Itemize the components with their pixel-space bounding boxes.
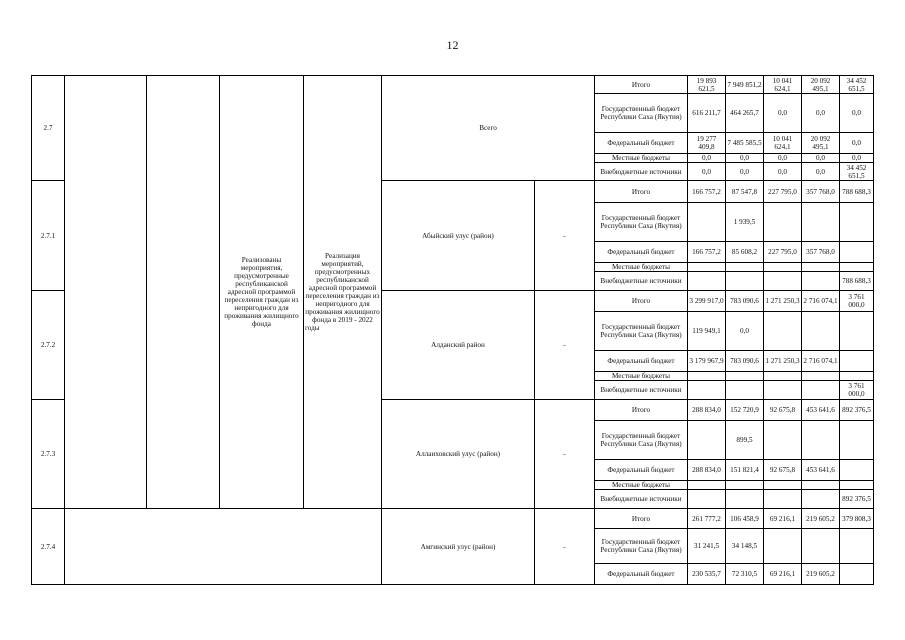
value-cell: 85 608,2 bbox=[726, 242, 764, 263]
value-cell: 616 211,7 bbox=[688, 94, 726, 133]
value-cell bbox=[764, 372, 802, 381]
dash-cell: - bbox=[535, 181, 595, 291]
value-cell: 72 310,5 bbox=[726, 564, 764, 585]
table-row bbox=[32, 509, 874, 529]
funding-source: Местные бюджеты bbox=[595, 372, 688, 381]
value-cell: 152 720,9 bbox=[726, 400, 764, 421]
value-cell: 119 949,1 bbox=[688, 312, 726, 351]
value-cell: 7 485 585,5 bbox=[726, 133, 764, 154]
funding-source: Внебюджетные источники bbox=[595, 490, 688, 509]
funding-source: Местные бюджеты bbox=[595, 154, 688, 163]
value-cell: 1 271 250,3 bbox=[764, 291, 802, 312]
value-cell: 151 821,4 bbox=[726, 460, 764, 481]
value-cell bbox=[802, 529, 840, 564]
budget-table bbox=[31, 75, 874, 585]
funding-source: Итого bbox=[595, 400, 688, 421]
value-cell: 227 795,0 bbox=[764, 242, 802, 263]
funding-source: Федеральный бюджет bbox=[595, 242, 688, 263]
value-cell bbox=[802, 421, 840, 460]
value-cell bbox=[840, 372, 874, 381]
value-cell bbox=[802, 372, 840, 381]
value-cell bbox=[840, 312, 874, 351]
funding-source: Государственный бюджет Республики Саха (Якутия) bbox=[595, 203, 688, 242]
value-cell: 379 808,3 bbox=[840, 509, 874, 529]
value-cell bbox=[764, 481, 802, 490]
value-cell: 892 376,5 bbox=[840, 490, 874, 509]
empty-cell bbox=[147, 76, 220, 509]
value-cell: 288 834,0 bbox=[688, 460, 726, 481]
value-cell: 783 090,6 bbox=[726, 291, 764, 312]
territory-name: Абыйский улус (район) bbox=[382, 181, 535, 291]
section-code: 2.7.1 bbox=[32, 181, 65, 291]
value-cell: 453 641,6 bbox=[802, 460, 840, 481]
value-cell: 0,0 bbox=[802, 154, 840, 163]
value-cell bbox=[688, 272, 726, 291]
value-cell bbox=[688, 381, 726, 400]
value-cell bbox=[688, 263, 726, 272]
value-cell bbox=[840, 203, 874, 242]
value-cell bbox=[726, 481, 764, 490]
funding-source: Государственный бюджет Республики Саха (Якутия) bbox=[595, 94, 688, 133]
funding-source: Внебюджетные источники bbox=[595, 381, 688, 400]
value-cell: 34 148,5 bbox=[726, 529, 764, 564]
value-cell: 20 092 495,1 bbox=[802, 76, 840, 94]
funding-source: Итого bbox=[595, 291, 688, 312]
value-cell: 2 716 074,1 bbox=[802, 351, 840, 372]
value-cell: 69 216,1 bbox=[764, 509, 802, 529]
value-cell: 31 241,5 bbox=[688, 529, 726, 564]
value-cell: 0,0 bbox=[688, 163, 726, 181]
funding-source: Федеральный бюджет bbox=[595, 351, 688, 372]
territory-name: Всего bbox=[382, 76, 595, 181]
value-cell bbox=[688, 203, 726, 242]
value-cell: 166 757,2 bbox=[688, 181, 726, 203]
territory-name: Алданский район bbox=[382, 291, 535, 400]
value-cell bbox=[726, 272, 764, 291]
value-cell bbox=[802, 490, 840, 509]
funding-source: Внебюджетные источники bbox=[595, 163, 688, 181]
value-cell bbox=[840, 242, 874, 263]
value-cell bbox=[802, 312, 840, 351]
funding-source: Итого bbox=[595, 181, 688, 203]
measure-description-cell: Реализация мероприятий, предусмотренных республиканской адресной программой переселения граждан из непригодного для проживания жилищного фонда в 2019 - 2022 годы bbox=[304, 76, 382, 509]
value-cell: 0,0 bbox=[764, 94, 802, 133]
section-code: 2.7.3 bbox=[32, 400, 65, 509]
value-cell: 899,5 bbox=[726, 421, 764, 460]
value-cell: 357 768,0 bbox=[802, 242, 840, 263]
value-cell: 0,0 bbox=[726, 312, 764, 351]
dash-cell: - bbox=[535, 509, 595, 585]
funding-source: Итого bbox=[595, 509, 688, 529]
value-cell: 453 641,6 bbox=[802, 400, 840, 421]
value-cell: 261 777,2 bbox=[688, 509, 726, 529]
section-code: 2.7 bbox=[32, 76, 65, 181]
value-cell bbox=[840, 529, 874, 564]
dash-cell: - bbox=[535, 291, 595, 400]
value-cell: 788 688,3 bbox=[840, 181, 874, 203]
value-cell bbox=[802, 481, 840, 490]
value-cell: 0,0 bbox=[688, 154, 726, 163]
value-cell: 788 688,3 bbox=[840, 272, 874, 291]
table-row bbox=[32, 76, 874, 94]
value-cell: 3 761 000,0 bbox=[840, 291, 874, 312]
value-cell: 166 757,2 bbox=[688, 242, 726, 263]
value-cell bbox=[764, 263, 802, 272]
value-cell bbox=[840, 263, 874, 272]
empty-cell bbox=[65, 76, 147, 509]
value-cell bbox=[688, 421, 726, 460]
dash-cell: - bbox=[535, 400, 595, 509]
value-cell: 0,0 bbox=[802, 94, 840, 133]
value-cell: 892 376,5 bbox=[840, 400, 874, 421]
value-cell bbox=[802, 381, 840, 400]
value-cell: 19 277 409,8 bbox=[688, 133, 726, 154]
value-cell bbox=[764, 529, 802, 564]
value-cell bbox=[840, 481, 874, 490]
value-cell: 0,0 bbox=[840, 154, 874, 163]
value-cell: 219 605,2 bbox=[802, 564, 840, 585]
value-cell bbox=[840, 460, 874, 481]
value-cell: 219 605,2 bbox=[802, 509, 840, 529]
value-cell bbox=[764, 421, 802, 460]
value-cell: 0,0 bbox=[726, 163, 764, 181]
value-cell bbox=[840, 351, 874, 372]
value-cell bbox=[802, 272, 840, 291]
value-cell: 10 041 624,1 bbox=[764, 133, 802, 154]
value-cell bbox=[726, 381, 764, 400]
value-cell: 87 547,8 bbox=[726, 181, 764, 203]
funding-source: Федеральный бюджет bbox=[595, 133, 688, 154]
funding-source: Государственный бюджет Республики Саха (Якутия) bbox=[595, 312, 688, 351]
value-cell: 0,0 bbox=[840, 133, 874, 154]
value-cell: 1 271 250,3 bbox=[764, 351, 802, 372]
value-cell: 0,0 bbox=[726, 154, 764, 163]
value-cell bbox=[764, 312, 802, 351]
territory-name: Аллаиховский улус (район) bbox=[382, 400, 535, 509]
value-cell: 10 041 624,1 bbox=[764, 76, 802, 94]
value-cell bbox=[764, 490, 802, 509]
value-cell bbox=[840, 421, 874, 460]
value-cell: 34 452 651,5 bbox=[840, 76, 874, 94]
value-cell: 2 716 074,1 bbox=[802, 291, 840, 312]
value-cell: 34 452 651,5 bbox=[840, 163, 874, 181]
value-cell bbox=[764, 381, 802, 400]
value-cell: 783 090,6 bbox=[726, 351, 764, 372]
value-cell bbox=[802, 203, 840, 242]
value-cell: 464 265,7 bbox=[726, 94, 764, 133]
value-cell bbox=[726, 490, 764, 509]
funding-source: Итого bbox=[595, 76, 688, 94]
value-cell bbox=[726, 372, 764, 381]
value-cell: 106 458,9 bbox=[726, 509, 764, 529]
section-code: 2.7.2 bbox=[32, 291, 65, 400]
value-cell: 357 768,0 bbox=[802, 181, 840, 203]
value-cell: 92 675,8 bbox=[764, 460, 802, 481]
territory-name: Амгинский улус (район) bbox=[382, 509, 535, 585]
value-cell: 0,0 bbox=[764, 154, 802, 163]
funding-source: Местные бюджеты bbox=[595, 263, 688, 272]
value-cell: 288 834,0 bbox=[688, 400, 726, 421]
value-cell: 19 893 621,5 bbox=[688, 76, 726, 94]
value-cell bbox=[802, 263, 840, 272]
value-cell bbox=[726, 263, 764, 272]
funding-source: Федеральный бюджет bbox=[595, 460, 688, 481]
value-cell: 3 179 967,9 bbox=[688, 351, 726, 372]
value-cell bbox=[764, 272, 802, 291]
value-cell bbox=[764, 203, 802, 242]
value-cell: 20 092 495,1 bbox=[802, 133, 840, 154]
value-cell: 7 949 851,2 bbox=[726, 76, 764, 94]
value-cell: 0,0 bbox=[840, 94, 874, 133]
funding-source: Государственный бюджет Республики Саха (Якутия) bbox=[595, 421, 688, 460]
empty-cell bbox=[65, 509, 382, 585]
value-cell: 0,0 bbox=[764, 163, 802, 181]
value-cell: 69 216,1 bbox=[764, 564, 802, 585]
value-cell bbox=[688, 481, 726, 490]
section-code: 2.7.4 bbox=[32, 509, 65, 585]
value-cell: 1 939,5 bbox=[726, 203, 764, 242]
value-cell bbox=[688, 490, 726, 509]
funding-source: Федеральный бюджет bbox=[595, 564, 688, 585]
measure-result-cell: Реализованы мероприятия, предусмотренные республиканской адресной программой переселения граждан из непригодного для проживания жилищного фонда bbox=[220, 76, 304, 509]
funding-source: Государственный бюджет Республики Саха (Якутия) bbox=[595, 529, 688, 564]
value-cell: 3 761 000,0 bbox=[840, 381, 874, 400]
value-cell: 227 795,0 bbox=[764, 181, 802, 203]
page-number: 12 bbox=[446, 38, 459, 52]
value-cell: 92 675,8 bbox=[764, 400, 802, 421]
value-cell: 0,0 bbox=[802, 163, 840, 181]
value-cell bbox=[840, 564, 874, 585]
value-cell: 230 535,7 bbox=[688, 564, 726, 585]
value-cell: 3 299 917,0 bbox=[688, 291, 726, 312]
funding-source: Внебюджетные источники bbox=[595, 272, 688, 291]
funding-source: Местные бюджеты bbox=[595, 481, 688, 490]
value-cell bbox=[688, 372, 726, 381]
